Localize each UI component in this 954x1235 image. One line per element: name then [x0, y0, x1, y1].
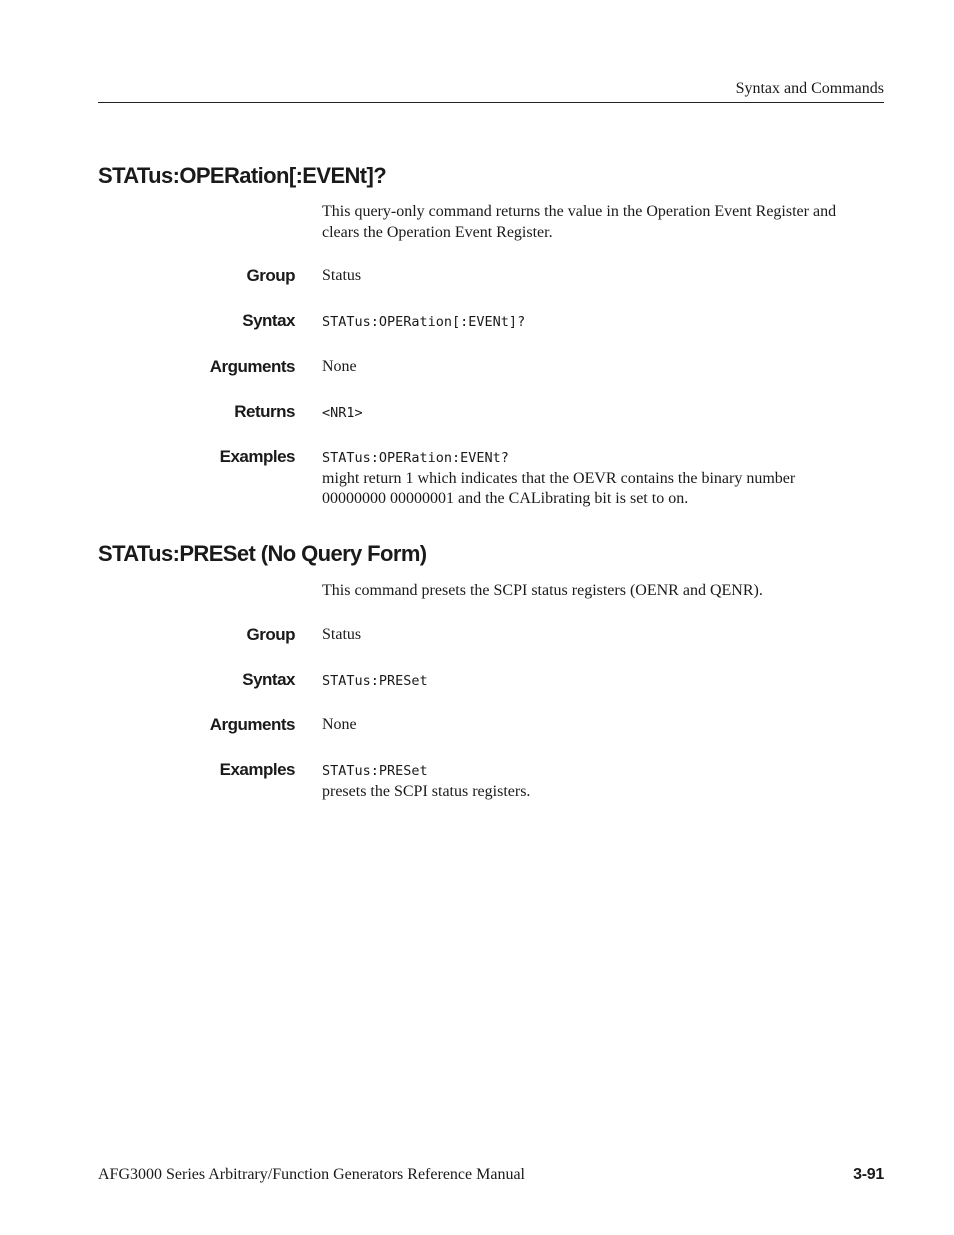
example-code: STATus:OPERation:EVENt? [322, 450, 509, 466]
returns-label: Returns [234, 402, 295, 421]
syntax-value: STATus:PRESet [322, 673, 428, 689]
section-description-preset: This command presets the SCPI status registers (OENR and QENR). [322, 582, 763, 599]
arguments-value: None [322, 358, 357, 375]
example-text-line: 00000000 00000001 and the CALibrating bit is set to on. [322, 490, 689, 507]
example-text-line: might return 1 which indicates that the OEVR contains the binary number [322, 469, 796, 487]
examples-block [322, 761, 882, 802]
syntax-label: Syntax [242, 670, 295, 689]
section-description-operation-event [322, 202, 882, 243]
example-code: STATus:PRESet [322, 763, 428, 779]
syntax-label: Syntax [242, 311, 295, 330]
arguments-value: None [322, 716, 357, 733]
header-divider [98, 102, 884, 103]
group-label: Group [246, 625, 295, 644]
arguments-label: Arguments [209, 715, 295, 734]
page-number: 3-91 [853, 1166, 884, 1183]
example-text-line: presets the SCPI status registers. [322, 782, 531, 800]
examples-block [322, 448, 882, 510]
footer-manual-title: AFG3000 Series Arbitrary/Function Generators Reference Manual [98, 1166, 525, 1183]
examples-label: Examples [219, 447, 295, 466]
group-label: Group [246, 266, 295, 285]
section-heading-operation-event: STATus:OPERation[:EVENt]? [98, 163, 387, 188]
examples-label: Examples [219, 760, 295, 779]
group-value: Status [322, 626, 362, 643]
section-heading-preset: STATus:PRESet (No Query Form) [98, 541, 427, 566]
description-line: This query-only command returns the value in the Operation Event Register and [322, 203, 837, 220]
arguments-label: Arguments [209, 357, 295, 376]
group-value: Status [322, 267, 362, 284]
syntax-value: STATus:OPERation[:EVENt]? [322, 314, 526, 330]
running-header-title: Syntax and Commands [735, 80, 884, 97]
returns-value: <NR1> [322, 405, 363, 421]
description-line: clears the Operation Event Register. [322, 223, 553, 241]
